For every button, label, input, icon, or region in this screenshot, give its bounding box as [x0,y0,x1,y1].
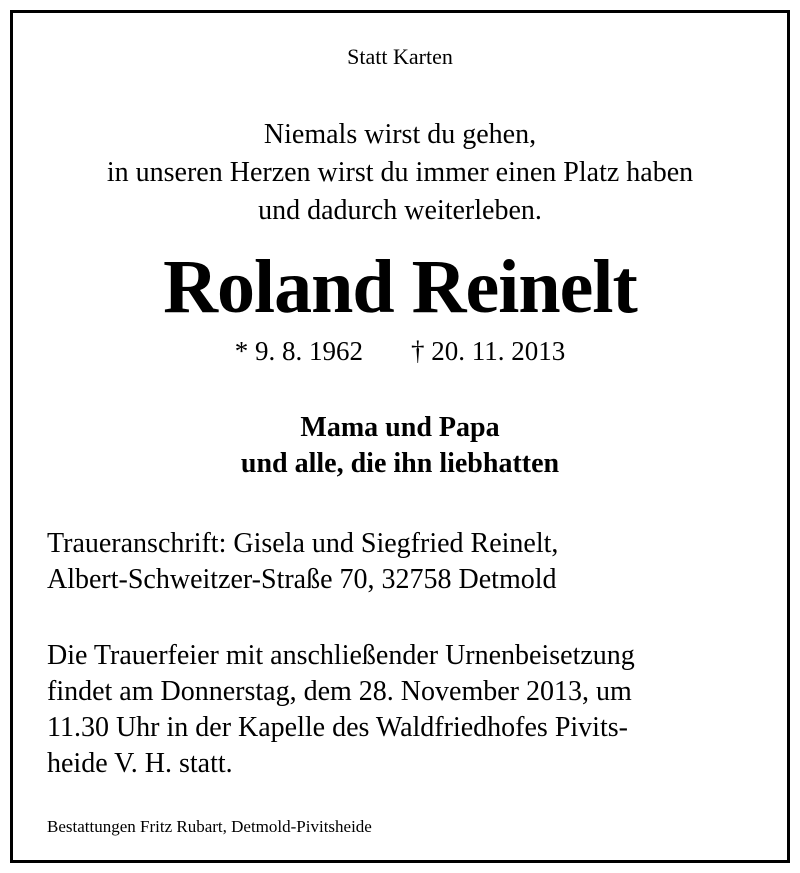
ceremony-line: 11.30 Uhr in der Kapelle des Waldfriedhofes Pivits- [47,712,628,743]
verse-line: in unseren Herzen wirst du immer einen Platz haben [106,157,694,188]
address-line: Traueranschrift: Gisela und Siegfried Reinelt, [47,528,559,559]
ceremony-line: Die Trauerfeier mit anschließender Urnenbeisetzung [47,640,635,671]
statt-karten-heading: Statt Karten [347,44,453,69]
ceremony-announcement [47,638,767,782]
ceremony-line: heide V. H. statt. [47,748,233,779]
mourners-signature [0,410,800,482]
mourners-line: und alle, die ihn liebhatten [240,448,560,479]
birth-date: * 9. 8. 1962 [234,336,363,366]
ceremony-line: findet am Donnerstag, dem 28. November 2013, um [47,676,632,707]
death-date: † 20. 11. 2013 [411,336,566,366]
mourning-address [47,526,767,598]
address-line: Albert-Schweitzer-Straße 70, 32758 Detmold [47,564,557,595]
memorial-verse [0,116,800,230]
undertaker-credit: Bestattungen Fritz Rubart, Detmold-Pivitsheide [47,817,372,836]
verse-line: und dadurch weiterleben. [258,195,542,226]
mourners-line: Mama und Papa [300,412,500,443]
life-dates [0,334,800,368]
verse-line: Niemals wirst du gehen, [263,119,537,150]
deceased-name: Roland Reinelt [163,245,637,329]
